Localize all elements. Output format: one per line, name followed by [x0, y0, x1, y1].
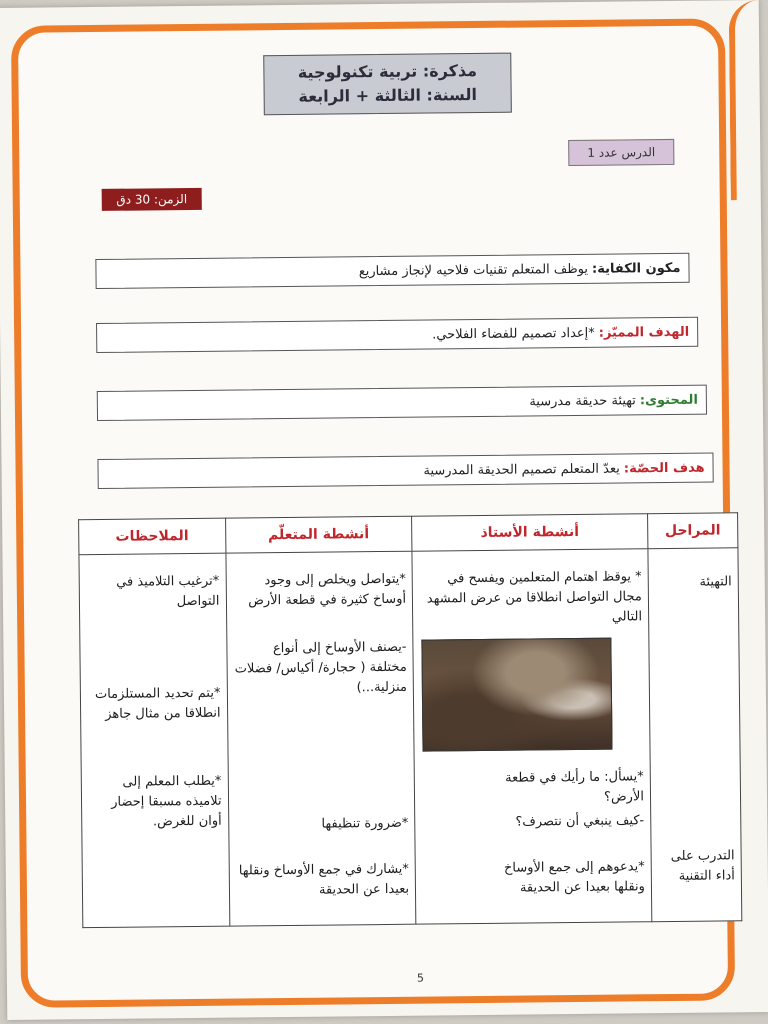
- content-field: [97, 385, 707, 421]
- header-teacher-activities: أنشطة الأستاذ: [412, 514, 648, 551]
- stage-practice: التدرب على أداء التقنية: [670, 848, 735, 884]
- stages-cell: [648, 548, 742, 922]
- teacher-activities-cell: [412, 549, 652, 924]
- stage-preparation: التهيئة: [699, 574, 732, 590]
- teacher-activity-4: *يدعوهم إلى جمع الأوساخ ونقلها بعيدا عن الحديقة: [503, 859, 645, 896]
- table-row: [79, 548, 742, 928]
- title-line-subject: مذكرة: تربية تكنولوجية: [297, 60, 478, 82]
- note-2: *يتم تحديد المستلزمات انطلاقا من مثال جاهز: [94, 685, 221, 722]
- learner-activity-2: -يصنف الأوساخ إلى أنواع مختلفة ( حجارة/ أكياس/ فضلات منزلية...): [234, 639, 408, 696]
- learner-activity-4: *يشارك في جمع الأوساخ ونقلها بعيدا عن الحديقة: [238, 861, 410, 898]
- content-label: المحتوى:: [639, 392, 698, 408]
- learner-activity-3: *ضرورة تنظيفها: [321, 815, 409, 832]
- session-goal-label: هدف الحصّة:: [623, 460, 705, 476]
- learner-activities-cell: [225, 551, 416, 926]
- title-line-grade: السنة: الثالثة + الرابعة: [298, 84, 477, 106]
- time-badge: الزمن: 30 دق: [102, 188, 202, 211]
- teacher-activity-3: -كيف ينبغي أن نتصرف؟: [515, 813, 645, 830]
- header-notes: الملاحظات: [79, 518, 226, 555]
- next-page-edge: [729, 0, 761, 200]
- garbage-scene-photo: [421, 638, 612, 752]
- header-stages: المراحل: [647, 513, 737, 549]
- lesson-number-badge: الدرس عدد 1: [568, 139, 674, 166]
- content-text: تهيئة حديقة مدرسية: [529, 392, 636, 409]
- page-number: 5: [416, 971, 424, 985]
- competence-text: يوظف المتعلم تقنيات فلاحيه لإنجاز مشاريع: [358, 261, 589, 279]
- lesson-plan-table: [78, 512, 742, 928]
- teacher-activity-2: *يسأل: ما رأيك في قطعة الأرض؟: [505, 769, 645, 805]
- notes-cell: [79, 553, 229, 928]
- header-learner-activities: أنشطة المتعلّم: [225, 516, 412, 553]
- competence-field: [95, 253, 689, 289]
- teacher-activity-1: * يوقظ اهتمام المتعلمين ويفسح في مجال التواصل انطلاقا من عرض المشهد التالي: [426, 569, 643, 625]
- session-goal-text: يعدّ المتعلم تصميم الحديقة المدرسية: [423, 461, 620, 479]
- objective-field: [96, 317, 698, 353]
- title-box: [263, 53, 512, 116]
- objective-label: الهدف المميّز:: [598, 324, 690, 341]
- competence-label: مكون الكفاية:: [591, 260, 681, 277]
- note-3: *يطلب المعلم إلى تلاميذه مسبقا إحضار أوان للغرض.: [111, 773, 222, 830]
- learner-activity-1: *يتواصل ويخلص إلى وجود أوساخ كثيرة في قطعة الأرض: [248, 571, 407, 609]
- note-1: *ترغيب التلاميذ في التواصل: [116, 573, 220, 610]
- objective-text: *إعداد تصميم للفضاء الفلاحي.: [432, 325, 595, 342]
